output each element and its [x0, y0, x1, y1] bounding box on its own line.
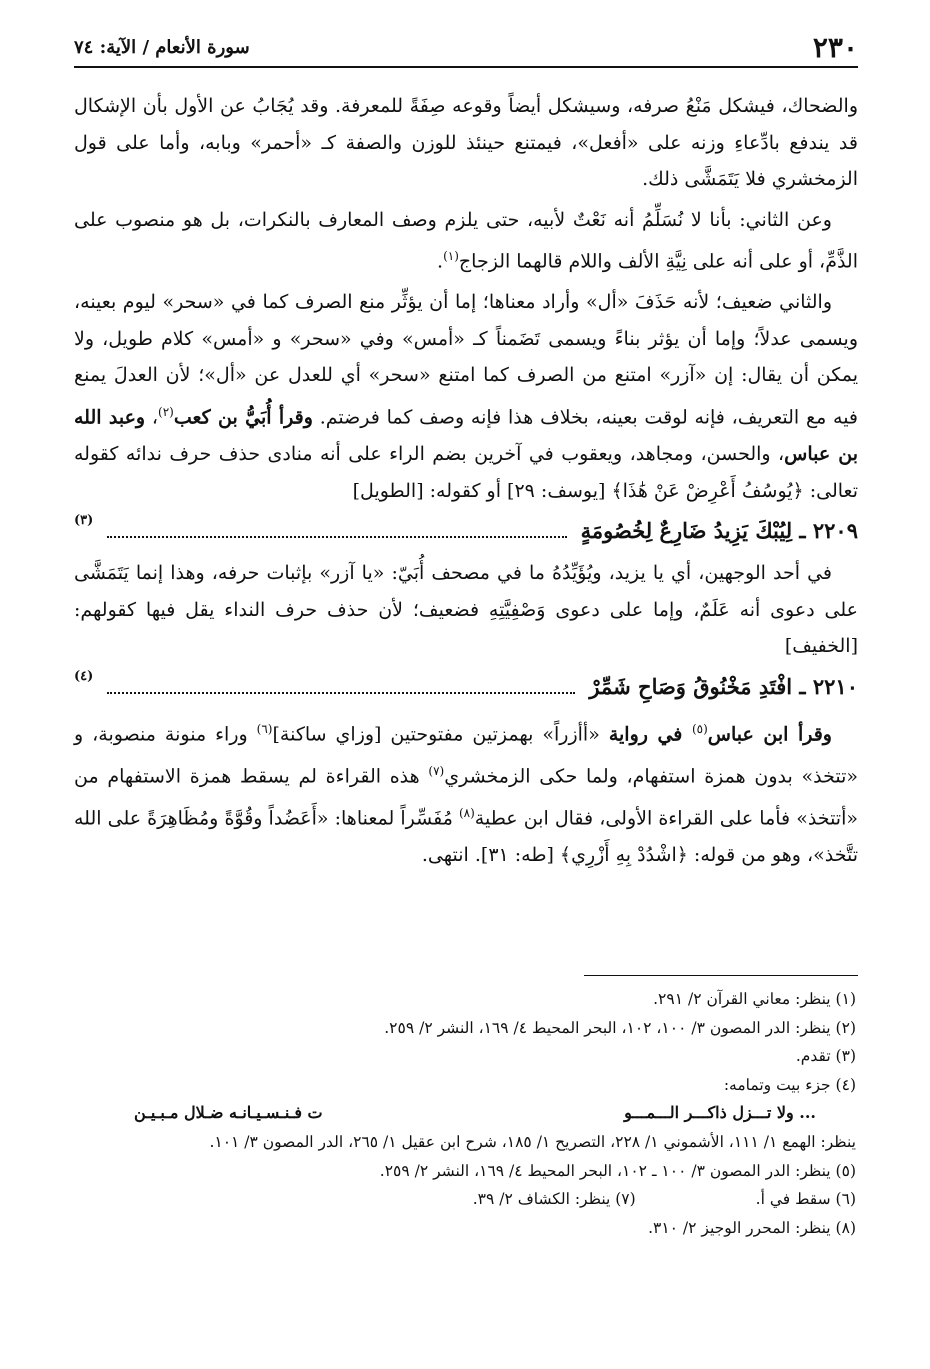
- page-number: ٢٣٠: [812, 30, 858, 64]
- paragraph-text: «أأزراً» بهمزتين مفتوحتين [وزاي ساكنة]: [272, 723, 609, 746]
- dotted-leader: [107, 692, 575, 694]
- poetry-line: [74, 511, 858, 551]
- page-header: [74, 28, 858, 68]
- hemistich-first: ... ولا تـــزل ذاكـــر الـــمـــو: [624, 1103, 816, 1123]
- footnote-ref: (٦): [256, 721, 273, 736]
- verse-text: ٢٢٠٩ ـ لِيُبْكَ يَزِيدُ ضَارِعٌ لِخُصُومَةٍ: [580, 517, 858, 543]
- paragraph: [74, 202, 858, 281]
- verse-text: ٢٢١٠ ـ افْتَدِ مَخْنُوقُ وَصَاحِ شَمِّرْ: [589, 673, 858, 699]
- reader-name: وقرأ أُبَيُّ بن كعب: [173, 406, 313, 429]
- footnote-ref: (٥): [691, 721, 708, 736]
- footnote-separator: [584, 975, 858, 976]
- footnote: (٤) جزء بيت وتمامه:: [723, 1075, 856, 1094]
- paragraph-text: في أحد الوجهين، أي يا يزيد، ويُؤَيِّدُهُ ما في مصحف أُبَيّ: «يا آزر» بإثبات حرفه، وهذا إنما يَتَمَشَّى على دعوى أنه عَلَمٌ، وإما على دعوى وَصْفِيَّتِهِ فضعيف؛ لأن حذف حرف النداء يقل فيها كقولهم: [الخفيف]: [74, 562, 858, 658]
- paragraph: [74, 555, 858, 665]
- paragraph-text: مُفَسِّراً لمعناها: «أَعَضُداً وقُوَّةً ومُظَاهِرَةً على الله تتَّخذ»، وهو من قوله: ﴿اشْدُدْ بِهِ أَزْرِي﴾ [طه: ٣١]. انتهى.: [74, 807, 858, 866]
- reader-name: وعبد الله بن عباس: [74, 406, 858, 465]
- running-title: سورة الأنعام / الآية: ٧٤: [74, 36, 250, 58]
- footnote: (٢) ينظر: الدر المصون ٣/ ١٠٠، ١٠٢، البحر المحيط ٤/ ١٦٩، النشر ٢/ ٢٥٩.: [384, 1018, 856, 1037]
- footnote-ref: (٢): [158, 405, 174, 420]
- footnote-ref: (٨): [458, 805, 475, 820]
- footnote-row: [74, 1185, 856, 1214]
- footnote-ref: (٤): [74, 668, 94, 684]
- dotted-leader: [107, 536, 566, 538]
- paragraph-text: وعن الثاني: بأنا لا نُسَلِّمُ أنه نَعْتٌ لأبيه، حتى يلزم وصف المعارف بالنكرات، بل هو منصوب على الذَّمِّ، أو على أنه على نِيَّةِ الألف واللام قالهما الزجاج: [74, 208, 858, 273]
- footnote: (٨) ينظر: المحرر الوجيز ٢/ ٣١٠.: [648, 1218, 856, 1237]
- footnote: (١) ينظر: معاني القرآن ٢/ ٢٩١.: [653, 990, 856, 1008]
- footnotes: [74, 985, 856, 1242]
- footnote: (٥) ينظر: الدر المصون ٣/ ١٠٠ ـ ١٠٢، البحر المحيط ٤/ ١٦٩، النشر ٢/ ٢٥٩.: [379, 1161, 856, 1180]
- main-text: [74, 88, 858, 873]
- footnote: (٣) تقدم.: [795, 1047, 856, 1066]
- paragraph-text: والثاني ضعيف؛ لأنه حَذَفَ «أل» وأراد معناها؛ إما أن يؤثِّر منع الصرف كما في «سحر» ليوم بعينه، ويسمى عدلاً؛ وإما أن يؤثر بناءً ويسمى تَضَمناً كـ «أمس» وفي «سحر» و «أمس» كلام طويل، ولا يمكن أن يقال: إن «آزر» امتنع من الصرف كما امتنع «سحر» أي للعدل عن «أل»؛ لأن العدلَ يمنع فيه مع التعريف، فإنه لوقت بعينه، بخلاف هذا فإنه وصف كما فرضتم.: [74, 291, 859, 429]
- poetry-line: [74, 667, 858, 707]
- paragraph-text: ، والحسن، ومجاهد، ويعقوب في آخرين بضم الراء على أنه منادى حذف حرف ندائه كقوله تعالى: ﴿يُوسُفُ أَعْرِضْ عَنْ هَٰذَا﴾ [يوسف: ٢٩] أو كقوله: [الطويل]: [74, 443, 858, 502]
- paragraph-text: .: [437, 250, 444, 273]
- footnote: (٧) ينظر: الكشاف ٢/ ٣٩.: [472, 1190, 636, 1209]
- paragraph-text: ،: [145, 406, 159, 429]
- footnote-ref: (٣): [74, 512, 94, 528]
- footnote: ينظر: الهمع ١/ ١١١، الأشموني ١/ ٢٢٨، التصريح ١/ ١٨٥، شرح ابن عقيل ١/ ٢٦٥، الدر المصون ٣/ ١٠١.: [209, 1132, 856, 1151]
- paragraph: [74, 88, 858, 198]
- footnote-ref: (١): [443, 249, 459, 264]
- reader-name: وقرأ ابن عباس: [707, 723, 832, 746]
- footnote: (٦) سقط في أ.: [755, 1190, 856, 1209]
- hemistich-second: ت فـنـسـيـانـه ضـلال مـبـيـن: [134, 1103, 323, 1123]
- footnote-verse: [74, 1099, 856, 1128]
- paragraph-text: وراء منونة منصوبة، و «تتخذ» بدون همزة استفهام، ولما حكى الزمخشري: [74, 723, 858, 788]
- footnote-ref: (٧): [428, 763, 445, 778]
- paragraph-text: والضحاك، فيشكل مَنْعُ صرفه، وسيشكل أيضاً وقوعه صِفَةً للمعرفة. وقد يُجَابُ عن الأول بأن الإشكال قد يندفع بادِّعاءِ وزنه على «أفعل»، فيمتنع حينئذ للوزن والصفة كـ «أحمر» وبابه، وأما على قول الزمخشري فلا يَتَمَشَّى ذلك.: [74, 95, 858, 191]
- paragraph: [74, 711, 858, 873]
- reader-name: في رواية: [608, 723, 692, 746]
- paragraph: [74, 284, 858, 509]
- paragraph-text: هذه القراءة لم يسقط همزة الاستفهام من «أتتخذ» فأما على القراءة الأولى، فقال ابن عطية: [74, 765, 858, 830]
